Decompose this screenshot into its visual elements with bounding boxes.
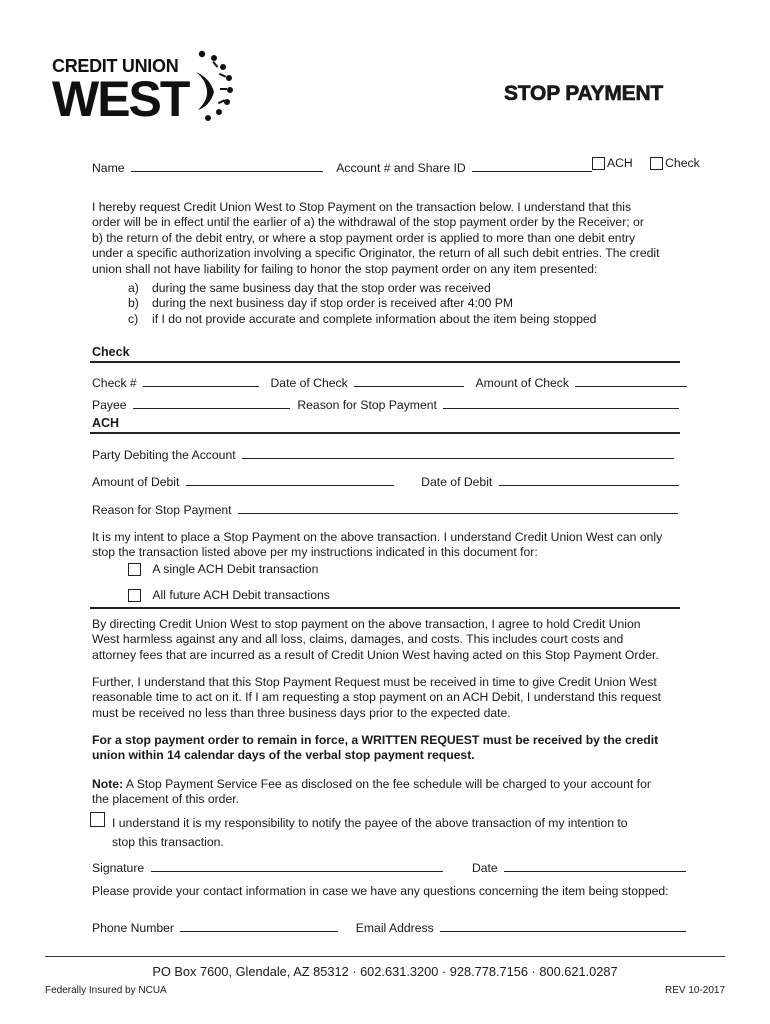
check-amount-field[interactable] bbox=[575, 373, 687, 387]
acknowledge-text bbox=[112, 814, 628, 852]
account-field[interactable] bbox=[472, 158, 592, 172]
email-field[interactable] bbox=[440, 918, 686, 932]
contact-row bbox=[92, 918, 686, 935]
date-label: Date bbox=[471, 861, 498, 875]
further-line: must be received no less than three business days prior to the expected date. bbox=[92, 705, 511, 720]
list-item: c) if I do not provide accurate and complete information about the item being stopped bbox=[128, 311, 597, 326]
footer-insured: Federally Insured by NCUA bbox=[45, 985, 167, 996]
intro-line: b) the return of the debit entry, or where a stop payment order is applied to more than one debit entry bbox=[92, 230, 636, 245]
intent-line: stop the transaction listed above per my instructions indicated in this document for: bbox=[92, 545, 538, 560]
check-date-field[interactable] bbox=[354, 373, 464, 387]
footer-address: PO Box 7600, Glendale, AZ 85312 · 602.631.3200 · 928.778.7156 · 800.621.0287 bbox=[152, 964, 618, 979]
harmless-line: attorney fees that are incurred as a result of Credit Union West having acted on this Stop Payment Order. bbox=[92, 647, 659, 662]
payee-label: Payee bbox=[92, 398, 127, 412]
future-ach-option bbox=[128, 588, 330, 602]
ach-checkbox[interactable] bbox=[592, 157, 605, 170]
debit-amount-label: Amount of Debit bbox=[92, 475, 180, 489]
acknowledge-checkbox[interactable] bbox=[90, 812, 105, 827]
intent-divider bbox=[90, 607, 680, 609]
ach-reason-label: Reason for Stop Payment bbox=[92, 503, 232, 517]
intro-paragraph bbox=[92, 200, 682, 277]
note-label: Note: bbox=[92, 777, 124, 791]
logo bbox=[52, 56, 237, 126]
note-text: A Stop Payment Service Fee as disclosed on the fee schedule will be charged to your account for bbox=[123, 777, 651, 791]
check-reason-field[interactable] bbox=[443, 395, 679, 409]
name-field[interactable] bbox=[131, 158, 323, 172]
signature-label: Signature bbox=[92, 861, 145, 875]
acknowledge-line: I understand it is my responsibility to notify the payee of the above transaction of my intention to bbox=[112, 816, 628, 830]
type-selector bbox=[592, 156, 700, 170]
check-date-label: Date of Check bbox=[270, 376, 348, 390]
future-ach-label: All future ACH Debit transactions bbox=[152, 588, 330, 602]
page-title: STOP PAYMENT bbox=[504, 82, 664, 105]
ach-row-2 bbox=[92, 472, 679, 489]
single-ach-checkbox[interactable] bbox=[128, 563, 141, 576]
footer-divider bbox=[45, 956, 725, 957]
check-label: Check bbox=[665, 156, 700, 170]
party-field[interactable] bbox=[242, 445, 674, 459]
signature-field[interactable] bbox=[151, 858, 443, 872]
ach-reason-field[interactable] bbox=[238, 500, 678, 514]
list-item: b) during the next business day if stop order is received after 4:00 PM bbox=[128, 296, 514, 311]
debit-date-field[interactable] bbox=[499, 472, 679, 486]
ach-row-3 bbox=[92, 500, 678, 517]
email-label: Email Address bbox=[355, 921, 434, 935]
check-row-1 bbox=[92, 373, 687, 390]
list-item: a) during the same business day that the stop order was received bbox=[128, 281, 491, 295]
sunburst-icon bbox=[192, 48, 248, 124]
further-line: Further, I understand that this Stop Payment Request must be received in time to give Credit Union West bbox=[92, 675, 657, 689]
intent-line: It is my intent to place a Stop Payment on the above transaction. I understand Credit Union West can only bbox=[92, 530, 663, 544]
payee-field[interactable] bbox=[133, 395, 290, 409]
check-section-divider bbox=[90, 361, 680, 363]
logo-line2: WEST bbox=[52, 71, 189, 127]
harmless-line: West harmless against any and all loss, claims, damages, and costs. This includes court costs and bbox=[92, 632, 624, 647]
contact-prompt: Please provide your contact information in case we have any questions concerning the item being stopped: bbox=[92, 884, 669, 898]
ach-label: ACH bbox=[607, 156, 633, 170]
note-text-2: the placement of this order. bbox=[92, 792, 240, 807]
intro-line: order will be in effect until the earlier of a) the withdrawal of the stop payment order by the Receiver; or bbox=[92, 215, 644, 230]
future-ach-checkbox[interactable] bbox=[128, 589, 141, 602]
name-label: Name bbox=[92, 161, 125, 175]
phone-label: Phone Number bbox=[92, 921, 174, 935]
intro-line: union shall not have liability for failing to honor the stop payment order on any item presented: bbox=[92, 261, 598, 276]
check-amount-label: Amount of Check bbox=[475, 376, 569, 390]
acknowledge-line: stop this transaction. bbox=[112, 835, 224, 849]
party-label: Party Debiting the Account bbox=[92, 448, 236, 462]
debit-date-label: Date of Debit bbox=[421, 475, 493, 489]
check-number-label: Check # bbox=[92, 376, 137, 390]
intro-line: I hereby request Credit Union West to Stop Payment on the transaction below. I understand that this bbox=[92, 200, 632, 214]
written-request-line: For a stop payment order to remain in force, a WRITTEN REQUEST must be received by the credit bbox=[92, 733, 659, 747]
header-fields bbox=[92, 158, 592, 175]
note-paragraph bbox=[92, 777, 682, 808]
check-number-field[interactable] bbox=[143, 373, 259, 387]
single-ach-option bbox=[128, 562, 318, 576]
check-row-2 bbox=[92, 395, 679, 412]
footer-revision: REV 10-2017 bbox=[665, 985, 726, 996]
ach-row-1 bbox=[92, 445, 674, 462]
intro-line: under a specific authorization involving a specific Originator, the return of all such debit entries. The credit bbox=[92, 246, 660, 261]
ach-section-title: ACH bbox=[92, 416, 120, 430]
check-section-title: Check bbox=[92, 345, 130, 359]
check-reason-label: Reason for Stop Payment bbox=[297, 398, 437, 412]
intro-list bbox=[128, 281, 596, 327]
check-checkbox[interactable] bbox=[650, 157, 663, 170]
logo-line1: CREDIT UNION bbox=[52, 56, 179, 76]
debit-amount-field[interactable] bbox=[186, 472, 394, 486]
harmless-paragraph bbox=[92, 617, 682, 663]
intent-paragraph bbox=[92, 530, 682, 561]
ach-section-divider bbox=[90, 432, 680, 434]
further-line: reasonable time to act on it. If I am requesting a stop payment on an ACH Debit, I understand this request bbox=[92, 690, 662, 705]
written-request-paragraph bbox=[92, 733, 682, 764]
date-field[interactable] bbox=[504, 858, 686, 872]
single-ach-label: A single ACH Debit transaction bbox=[152, 562, 319, 576]
written-request-line: union within 14 calendar days of the verbal stop payment request. bbox=[92, 748, 475, 763]
acknowledge-checkbox-wrap bbox=[90, 812, 105, 827]
harmless-line: By directing Credit Union West to stop payment on the above transaction, I agree to hold Credit Union bbox=[92, 617, 641, 631]
further-paragraph bbox=[92, 675, 682, 721]
account-label: Account # and Share ID bbox=[336, 161, 466, 175]
phone-field[interactable] bbox=[180, 918, 338, 932]
signature-row bbox=[92, 858, 686, 875]
